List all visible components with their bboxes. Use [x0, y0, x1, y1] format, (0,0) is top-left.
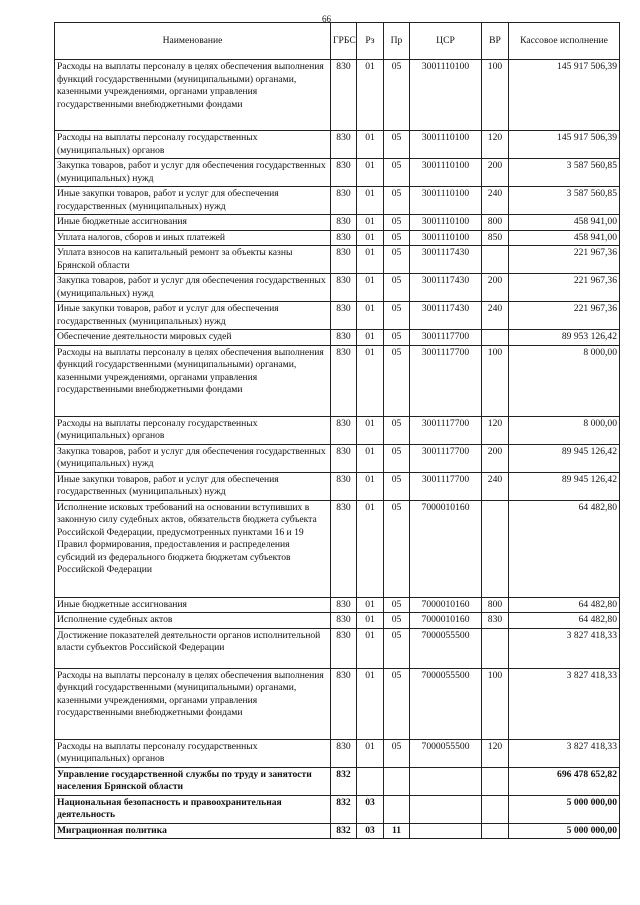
cell-name: Закупка товаров, работ и услуг для обеспечения государственных (муниципальных) нужд — [55, 159, 331, 187]
cell-name: Исполнение судебных актов — [55, 613, 331, 629]
cell-grbs: 830 — [331, 613, 357, 629]
cell-pr: 05 — [384, 159, 410, 187]
cell-pr: 05 — [384, 597, 410, 613]
cell-csr — [410, 795, 482, 823]
cell-amount: 89 945 126,42 — [509, 444, 620, 472]
cell-vr: 120 — [482, 739, 509, 767]
table-row — [55, 767, 620, 795]
cell-amount: 3 827 418,33 — [509, 739, 620, 767]
cell-csr — [410, 767, 482, 795]
header-vr: ВР — [482, 23, 509, 60]
cell-vr: 800 — [482, 597, 509, 613]
cell-grbs: 830 — [331, 500, 357, 597]
cell-vr: 200 — [482, 159, 509, 187]
cell-csr — [410, 823, 482, 839]
cell-grbs: 830 — [331, 159, 357, 187]
table-row — [55, 795, 620, 823]
cell-name: Достижение показателей деятельности органов исполнительной власти субъектов Российской Федерации — [55, 628, 331, 668]
cell-pr — [384, 767, 410, 795]
cell-amount: 5 000 000,00 — [509, 823, 620, 839]
cell-pr: 05 — [384, 60, 410, 131]
table-row — [55, 823, 620, 839]
table-row — [55, 416, 620, 444]
cell-grbs: 830 — [331, 302, 357, 330]
cell-name: Закупка товаров, работ и услуг для обеспечения государственных (муниципальных) нужд — [55, 444, 331, 472]
cell-name: Исполнение исковых требований на основании вступивших в законную силу судебных актов, обязательств бюджета субъекта Российской Федерации, предусмотренных пунктами 16 и 19 Правил формирования, предоставления и распределения субсидий из федерального бюджета бюджетам субъектов Российской Федерации — [55, 500, 331, 597]
table-row — [55, 187, 620, 215]
cell-grbs: 830 — [331, 330, 357, 346]
header-name: Наименование — [55, 23, 331, 60]
cell-rz: 01 — [357, 628, 384, 668]
table-row — [55, 472, 620, 500]
cell-pr: 05 — [384, 472, 410, 500]
cell-vr: 120 — [482, 416, 509, 444]
cell-rz: 01 — [357, 131, 384, 159]
cell-csr: 3001117700 — [410, 345, 482, 416]
cell-name: Иные бюджетные ассигнования — [55, 597, 331, 613]
cell-pr: 05 — [384, 230, 410, 246]
cell-vr — [482, 330, 509, 346]
cell-amount: 3 587 560,85 — [509, 187, 620, 215]
cell-grbs: 830 — [331, 345, 357, 416]
cell-amount: 696 478 652,82 — [509, 767, 620, 795]
cell-rz: 01 — [357, 274, 384, 302]
page-number: 66 — [322, 14, 331, 24]
table-row — [55, 230, 620, 246]
cell-amount: 3 587 560,85 — [509, 159, 620, 187]
cell-name: Обеспечение деятельности мировых судей — [55, 330, 331, 346]
table-row — [55, 739, 620, 767]
cell-name: Иные закупки товаров, работ и услуг для обеспечения государственных (муниципальных) нужд — [55, 302, 331, 330]
cell-name: Управление государственной службы по труду и занятости населения Брянской области — [55, 767, 331, 795]
cell-amount: 5 000 000,00 — [509, 795, 620, 823]
cell-amount: 145 917 506,39 — [509, 60, 620, 131]
cell-name: Расходы на выплаты персоналу государственных (муниципальных) органов — [55, 416, 331, 444]
cell-amount: 3 827 418,33 — [509, 668, 620, 739]
cell-grbs: 830 — [331, 628, 357, 668]
header-amount: Кассовое исполнение — [509, 23, 620, 60]
cell-name: Расходы на выплаты персоналу государственных (муниципальных) органов — [55, 739, 331, 767]
cell-pr: 05 — [384, 500, 410, 597]
cell-grbs: 830 — [331, 187, 357, 215]
cell-vr — [482, 823, 509, 839]
cell-csr: 3001110100 — [410, 187, 482, 215]
cell-csr: 7000010160 — [410, 613, 482, 629]
cell-pr: 05 — [384, 613, 410, 629]
cell-amount: 458 941,00 — [509, 230, 620, 246]
cell-amount: 221 967,36 — [509, 274, 620, 302]
cell-grbs: 830 — [331, 668, 357, 739]
cell-grbs: 832 — [331, 823, 357, 839]
cell-grbs: 830 — [331, 215, 357, 231]
cell-pr: 05 — [384, 215, 410, 231]
cell-grbs: 830 — [331, 416, 357, 444]
cell-rz: 01 — [357, 330, 384, 346]
table-row — [55, 60, 620, 131]
cell-csr: 3001117700 — [410, 330, 482, 346]
cell-grbs: 830 — [331, 246, 357, 274]
cell-grbs: 830 — [331, 597, 357, 613]
cell-grbs: 830 — [331, 230, 357, 246]
cell-grbs: 830 — [331, 472, 357, 500]
cell-vr: 100 — [482, 60, 509, 131]
cell-rz: 01 — [357, 345, 384, 416]
cell-amount: 64 482,80 — [509, 597, 620, 613]
cell-name: Уплата взносов на капитальный ремонт за объекты казны Брянской области — [55, 246, 331, 274]
cell-amount: 89 953 126,42 — [509, 330, 620, 346]
table-header-row — [55, 23, 620, 60]
cell-vr: 240 — [482, 472, 509, 500]
cell-grbs: 832 — [331, 767, 357, 795]
cell-csr: 7000010160 — [410, 597, 482, 613]
cell-grbs: 830 — [331, 739, 357, 767]
cell-vr — [482, 795, 509, 823]
cell-pr: 05 — [384, 330, 410, 346]
cell-csr: 3001117700 — [410, 416, 482, 444]
cell-vr — [482, 628, 509, 668]
cell-rz: 01 — [357, 187, 384, 215]
cell-csr: 3001110100 — [410, 159, 482, 187]
cell-csr: 3001117430 — [410, 302, 482, 330]
cell-amount: 221 967,36 — [509, 246, 620, 274]
cell-vr — [482, 500, 509, 597]
cell-amount: 221 967,36 — [509, 302, 620, 330]
cell-pr: 11 — [384, 823, 410, 839]
cell-name: Иные бюджетные ассигнования — [55, 215, 331, 231]
cell-name: Расходы на выплаты персоналу в целях обеспечения выполнения функций государственными (муниципальными) органами, казенными учреждениями, органами управления государственными внебюджетными фондами — [55, 345, 331, 416]
table-row — [55, 500, 620, 597]
header-grbs: ГРБС — [331, 23, 357, 60]
cell-csr: 7000055500 — [410, 668, 482, 739]
table-row — [55, 302, 620, 330]
header-pr: Пр — [384, 23, 410, 60]
table-row — [55, 246, 620, 274]
cell-csr: 3001117700 — [410, 472, 482, 500]
header-csr: ЦСР — [410, 23, 482, 60]
cell-rz: 03 — [357, 823, 384, 839]
cell-rz: 01 — [357, 668, 384, 739]
cell-csr: 7000055500 — [410, 628, 482, 668]
cell-csr: 3001110100 — [410, 215, 482, 231]
cell-vr: 850 — [482, 230, 509, 246]
cell-rz — [357, 767, 384, 795]
cell-name: Иные закупки товаров, работ и услуг для обеспечения государственных (муниципальных) нужд — [55, 472, 331, 500]
cell-csr: 7000055500 — [410, 739, 482, 767]
cell-rz: 01 — [357, 597, 384, 613]
table-row — [55, 444, 620, 472]
cell-name: Расходы на выплаты персоналу государственных (муниципальных) органов — [55, 131, 331, 159]
cell-name: Закупка товаров, работ и услуг для обеспечения государственных (муниципальных) нужд — [55, 274, 331, 302]
cell-grbs: 830 — [331, 131, 357, 159]
cell-name: Расходы на выплаты персоналу в целях обеспечения выполнения функций государственными (муниципальными) органами, казенными учреждениями, органами управления государственными внебюджетными фондами — [55, 60, 331, 131]
cell-csr: 7000010160 — [410, 500, 482, 597]
cell-amount: 8 000,00 — [509, 345, 620, 416]
table-row — [55, 159, 620, 187]
cell-name: Иные закупки товаров, работ и услуг для обеспечения государственных (муниципальных) нужд — [55, 187, 331, 215]
cell-rz: 01 — [357, 159, 384, 187]
cell-pr — [384, 795, 410, 823]
cell-pr: 05 — [384, 302, 410, 330]
cell-pr: 05 — [384, 739, 410, 767]
cell-csr: 3001117430 — [410, 246, 482, 274]
table-row — [55, 628, 620, 668]
cell-amount: 89 945 126,42 — [509, 472, 620, 500]
header-rz: Рз — [357, 23, 384, 60]
cell-pr: 05 — [384, 187, 410, 215]
cell-pr: 05 — [384, 274, 410, 302]
cell-csr: 3001117430 — [410, 274, 482, 302]
cell-name: Расходы на выплаты персоналу в целях обеспечения выполнения функций государственными (муниципальными) органами, казенными учреждениями, органами управления государственными внебюджетными фондами — [55, 668, 331, 739]
table-row — [55, 597, 620, 613]
cell-vr: 800 — [482, 215, 509, 231]
cell-csr: 3001117700 — [410, 444, 482, 472]
cell-rz: 01 — [357, 613, 384, 629]
cell-rz: 01 — [357, 416, 384, 444]
cell-amount: 458 941,00 — [509, 215, 620, 231]
cell-pr: 05 — [384, 131, 410, 159]
table-row — [55, 668, 620, 739]
cell-amount: 8 000,00 — [509, 416, 620, 444]
cell-rz: 01 — [357, 246, 384, 274]
cell-pr: 05 — [384, 416, 410, 444]
cell-vr: 100 — [482, 345, 509, 416]
cell-rz: 01 — [357, 472, 384, 500]
cell-vr: 120 — [482, 131, 509, 159]
cell-vr: 830 — [482, 613, 509, 629]
cell-vr: 200 — [482, 274, 509, 302]
cell-pr: 05 — [384, 444, 410, 472]
cell-vr: 240 — [482, 302, 509, 330]
cell-pr: 05 — [384, 345, 410, 416]
table-row — [55, 274, 620, 302]
cell-rz: 01 — [357, 739, 384, 767]
cell-rz: 01 — [357, 302, 384, 330]
cell-rz: 01 — [357, 500, 384, 597]
cell-rz: 03 — [357, 795, 384, 823]
cell-name: Миграционная политика — [55, 823, 331, 839]
cell-pr: 05 — [384, 246, 410, 274]
cell-rz: 01 — [357, 230, 384, 246]
cell-rz: 01 — [357, 60, 384, 131]
cell-rz: 01 — [357, 444, 384, 472]
cell-grbs: 830 — [331, 60, 357, 131]
cell-amount: 145 917 506,39 — [509, 131, 620, 159]
cell-grbs: 832 — [331, 795, 357, 823]
cell-pr: 05 — [384, 628, 410, 668]
cell-amount: 64 482,80 — [509, 613, 620, 629]
budget-execution-table — [54, 22, 620, 839]
cell-name: Уплата налогов, сборов и иных платежей — [55, 230, 331, 246]
cell-rz: 01 — [357, 215, 384, 231]
cell-vr: 240 — [482, 187, 509, 215]
cell-csr: 3001110100 — [410, 230, 482, 246]
cell-vr: 100 — [482, 668, 509, 739]
table-row — [55, 131, 620, 159]
table-row — [55, 613, 620, 629]
cell-csr: 3001110100 — [410, 60, 482, 131]
table-row — [55, 330, 620, 346]
table-row — [55, 345, 620, 416]
cell-amount: 64 482,80 — [509, 500, 620, 597]
cell-csr: 3001110100 — [410, 131, 482, 159]
cell-vr — [482, 246, 509, 274]
cell-grbs: 830 — [331, 274, 357, 302]
table-row — [55, 215, 620, 231]
cell-pr: 05 — [384, 668, 410, 739]
cell-name: Национальная безопасность и правоохранительная деятельность — [55, 795, 331, 823]
cell-vr: 200 — [482, 444, 509, 472]
cell-grbs: 830 — [331, 444, 357, 472]
cell-vr — [482, 767, 509, 795]
cell-amount: 3 827 418,33 — [509, 628, 620, 668]
